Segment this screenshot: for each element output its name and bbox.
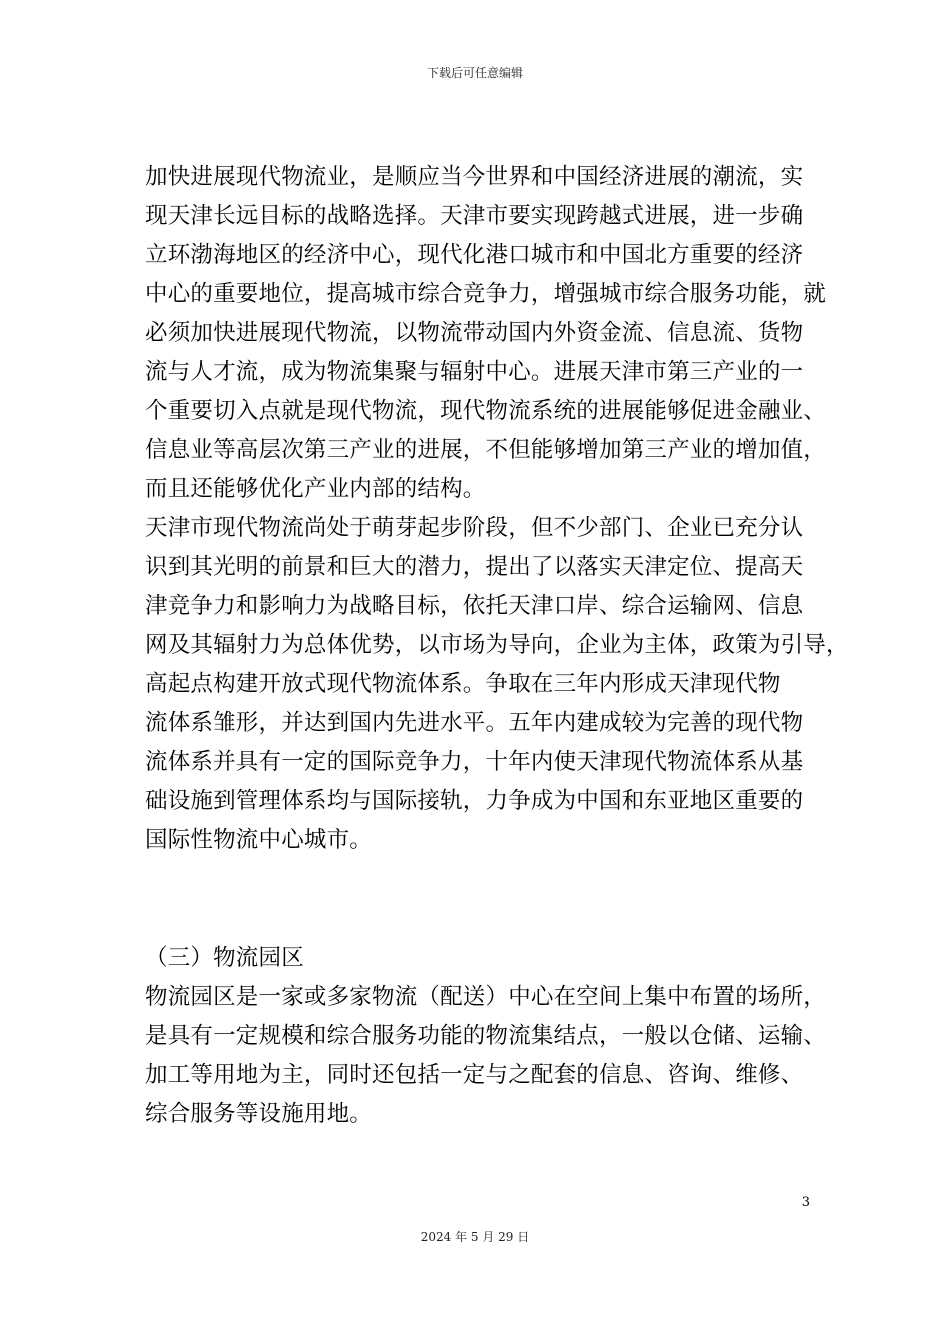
text-line: 物流园区是一家或多家物流（配送）中心在空间上集中布置的场所，: [145, 984, 827, 1010]
paragraph-logistics-importance: [145, 158, 827, 509]
section-heading: （三）物流园区: [145, 945, 304, 971]
text-line: 中心的重要地位，提高城市综合竞争力，增强城市综合服务功能，就: [145, 281, 827, 307]
page-footer-date: 2024 年 5 月 29 日: [420, 1230, 530, 1244]
text-line: 是具有一定规模和综合服务功能的物流集结点，一般以仓储、运输、: [145, 1023, 827, 1049]
text-line: 天津市现代物流尚处于萌芽起步阶段，但不少部门、企业已充分认: [145, 515, 804, 541]
text-line: 流体系雏形，并达到国内先进水平。五年内建成较为完善的现代物: [145, 710, 804, 736]
paragraph-logistics-park: [145, 978, 827, 1134]
text-line: 必须加快进展现代物流，以物流带动国内外资金流、信息流、货物: [145, 320, 804, 346]
page-number: 3: [801, 1195, 810, 1210]
text-line: 国际性物流中心城市。: [145, 827, 373, 853]
text-line: 信息业等高层次第三产业的进展，不但能够增加第三产业的增加值，: [145, 437, 827, 463]
text-line: 网及其辐射力为总体优势，以市场为导向，企业为主体，政策为引导，: [145, 632, 849, 658]
paragraph-development-goals: [145, 509, 849, 860]
text-line: 而且还能够优化产业内部的结构。: [145, 476, 486, 502]
page-header: 下载后可任意编辑: [426, 66, 523, 80]
text-line: 流体系并具有一定的国际竞争力，十年内使天津现代物流体系从基: [145, 749, 804, 775]
text-line: 高起点构建开放式现代物流体系。争取在三年内形成天津现代物: [145, 671, 781, 697]
text-line: 津竞争力和影响力为战略目标，依托天津口岸、综合运输网、信息: [145, 593, 804, 619]
text-line: 加工等用地为主，同时还包括一定与之配套的信息、咨询、维修、: [145, 1062, 804, 1088]
text-line: 综合服务等设施用地。: [145, 1101, 373, 1127]
text-line: 流与人才流，成为物流集聚与辐射中心。进展天津市第三产业的一: [145, 359, 804, 385]
section-spacer: [145, 860, 815, 939]
text-line: 现天津长远目标的战略选择。天津市要实现跨越式进展，进一步确: [145, 203, 804, 229]
text-line: 立环渤海地区的经济中心，现代化港口城市和中国北方重要的经济: [145, 242, 804, 268]
text-line: 识到其光明的前景和巨大的潜力，提出了以落实天津定位、提高天: [145, 554, 804, 580]
text-line: 础设施到管理体系均与国际接轨，力争成为中国和东亚地区重要的: [145, 788, 804, 814]
text-line: 个重要切入点就是现代物流，现代物流系统的进展能够促进金融业、: [145, 398, 827, 424]
text-line: 加快进展现代物流业，是顺应当今世界和中国经济进展的潮流，实: [145, 164, 804, 190]
document-body: [145, 158, 849, 1134]
